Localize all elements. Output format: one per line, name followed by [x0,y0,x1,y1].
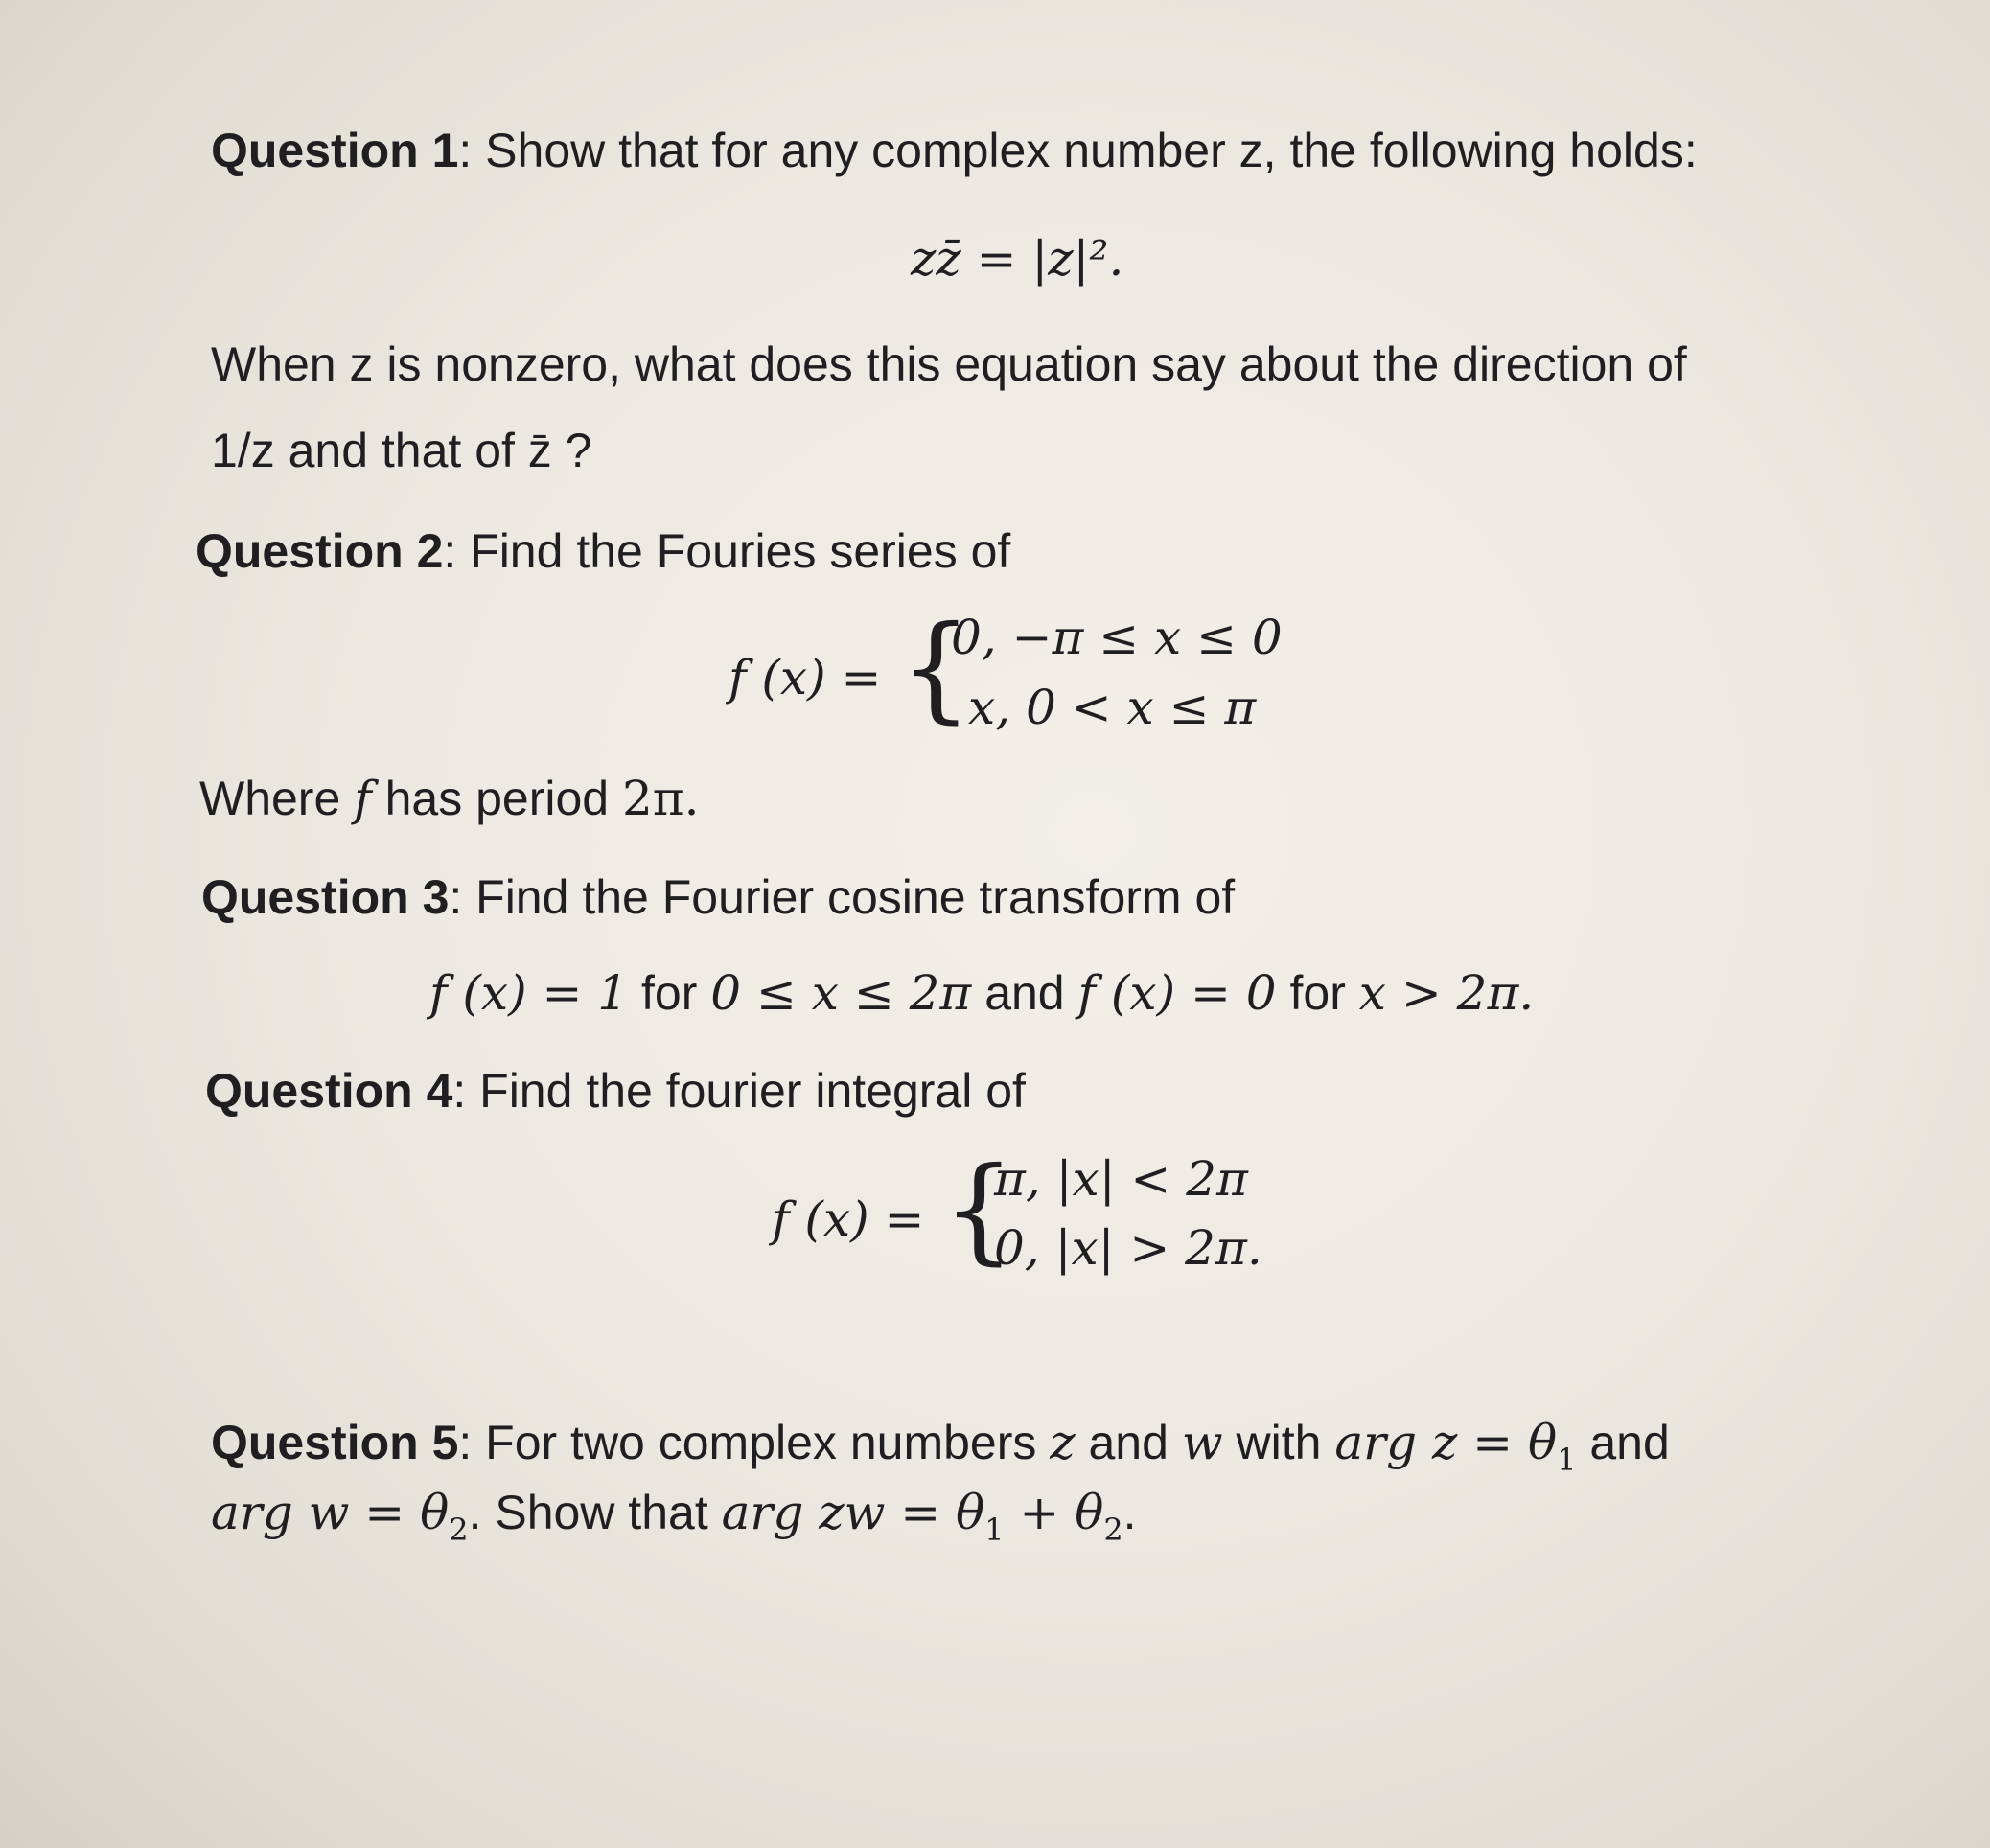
question-2-title: Question 2 [196,524,444,578]
question-2-piecewise [729,604,1304,748]
question-4-piecewise [772,1143,1270,1294]
question-4-lhs: f (x) = [772,1191,925,1247]
question-5-arg-w: arg w = θ [211,1485,450,1540]
question-4-line [205,1062,1026,1120]
question-3-eq-for-1: for [628,966,711,1020]
question-2-case-2: x, 0 < x ≤ π [968,680,1257,735]
question-2-lhs: f (x) = [729,650,882,705]
question-3-eq-part-1: f (x) = 1 [429,965,629,1021]
question-5-line-2 [211,1484,1137,1548]
question-2-brace: { [899,602,973,735]
question-1-follow-line-1: When z is nonzero, what does this equation say about the direction of [211,337,1687,391]
question-5-line-1 [211,1414,1670,1478]
question-5-arg-z: arg z = θ [1334,1415,1558,1470]
question-2-period-prefix: Where [199,772,355,825]
question-1-line [211,122,1698,179]
question-2-period-f: f [354,771,372,826]
question-2-period-mid: has period [371,772,622,825]
question-3-eq-for-2: for [1276,966,1359,1020]
question-1-text: : Show that for any complex number z, the following holds: [458,124,1698,177]
question-5-sub-4: 2 [1103,1512,1123,1548]
question-4-case-2: 0, |x| > 2π. [994,1220,1262,1276]
question-5-with: with [1222,1416,1335,1469]
question-5-show: . Show that [468,1486,722,1539]
question-3-eq-part-2: 0 ≤ x ≤ 2π [710,965,972,1021]
question-1-equation: zz̄ = |z|². [911,231,1124,287]
question-3-text: : Find the Fourier cosine transform of [449,870,1236,924]
question-3-eq-part-3: f (x) = 0 [1077,965,1277,1021]
question-5-sub-2: 2 [449,1512,469,1548]
question-4-text: : Find the fourier integral of [452,1064,1026,1118]
question-5-arg-zw: arg zw = θ [721,1485,985,1540]
question-5-plus: + θ [1004,1485,1104,1540]
question-5-end: . [1122,1486,1137,1539]
question-1-follow-line-2: 1/z and that of z̄ ? [211,424,592,477]
question-5-title: Question 5 [211,1416,459,1469]
question-2-period-line [199,770,700,827]
question-2-case-1: 0, −π ≤ x ≤ 0 [951,610,1283,665]
question-5-w: w [1181,1415,1223,1470]
question-3-line [201,868,1235,926]
question-5-text: : For two complex numbers [458,1416,1051,1469]
question-1-title: Question 1 [211,124,459,177]
question-5-and-2: and [1576,1416,1670,1469]
question-2-text: : Find the Fouries series of [443,524,1011,578]
question-4-brace: { [942,1143,1016,1277]
question-5-sub-3: 1 [984,1512,1005,1548]
question-2-line [196,522,1010,580]
question-4-title: Question 4 [205,1064,453,1118]
question-4-case-1: π, |x| < 2π [994,1151,1248,1207]
question-5-sub-1: 1 [1557,1442,1577,1478]
question-2-period-value: 2π. [621,771,700,826]
question-5-z: z [1050,1415,1076,1470]
question-5-and-1: and [1075,1416,1182,1469]
question-3-equation [429,964,1534,1022]
question-3-eq-and: and [971,966,1078,1020]
question-3-title: Question 3 [201,870,450,924]
question-3-eq-part-4: x > 2π. [1358,965,1535,1021]
